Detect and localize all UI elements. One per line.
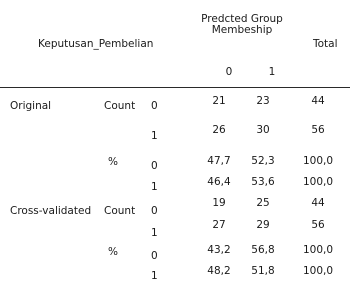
class-0-label: 0 [151, 250, 158, 262]
row-variable-header: Keputusan_Pembelian [38, 38, 154, 50]
cell-value: 30 [256, 124, 270, 136]
cell-value: 56 [311, 124, 325, 136]
percent-label: % [108, 156, 118, 168]
cell-value: 100,0 [302, 244, 334, 256]
class-0-label: 0 [151, 205, 158, 217]
original-label: Original [10, 100, 52, 112]
percent-label: % [108, 246, 118, 258]
cell-value: 26 [212, 124, 226, 136]
cell-value: 46,4 [207, 176, 231, 188]
cell-value: 100,0 [302, 155, 334, 167]
cell-value: 47,7 [207, 155, 231, 167]
cell-value: 25 [256, 197, 270, 209]
predicted-group-header: Predcted Group Membeship [201, 13, 283, 36]
cell-value: 23 [256, 95, 270, 107]
total-header: Total [313, 38, 338, 50]
cell-value: 27 [212, 219, 226, 231]
group-0-header: 0 [225, 66, 233, 78]
cell-value: 43,2 [207, 244, 231, 256]
cell-value: 51,8 [251, 265, 275, 277]
cell-value: 100,0 [302, 265, 334, 277]
cell-value: 100,0 [302, 176, 334, 188]
class-0-label: 0 [151, 100, 158, 112]
cell-value: 21 [212, 95, 226, 107]
cell-value: 44 [311, 95, 325, 107]
header-divider [0, 87, 350, 88]
class-1-label: 1 [151, 227, 158, 239]
cell-value: 56 [311, 219, 325, 231]
cell-value: 48,2 [207, 265, 231, 277]
cell-value: 29 [256, 219, 270, 231]
cell-value: 19 [212, 197, 226, 209]
class-1-label: 1 [151, 130, 158, 142]
cross-validated-label: Cross-validated [10, 205, 92, 217]
class-1-label: 1 [151, 181, 158, 193]
cell-value: 56,8 [251, 244, 275, 256]
cell-value: 44 [311, 197, 325, 209]
class-1-label: 1 [151, 270, 158, 282]
count-label: Count [104, 205, 136, 217]
group-1-header: 1 [268, 66, 276, 78]
class-0-label: 0 [151, 160, 158, 172]
count-label: Count [104, 100, 136, 112]
cell-value: 53,6 [251, 176, 275, 188]
cell-value: 52,3 [251, 155, 275, 167]
